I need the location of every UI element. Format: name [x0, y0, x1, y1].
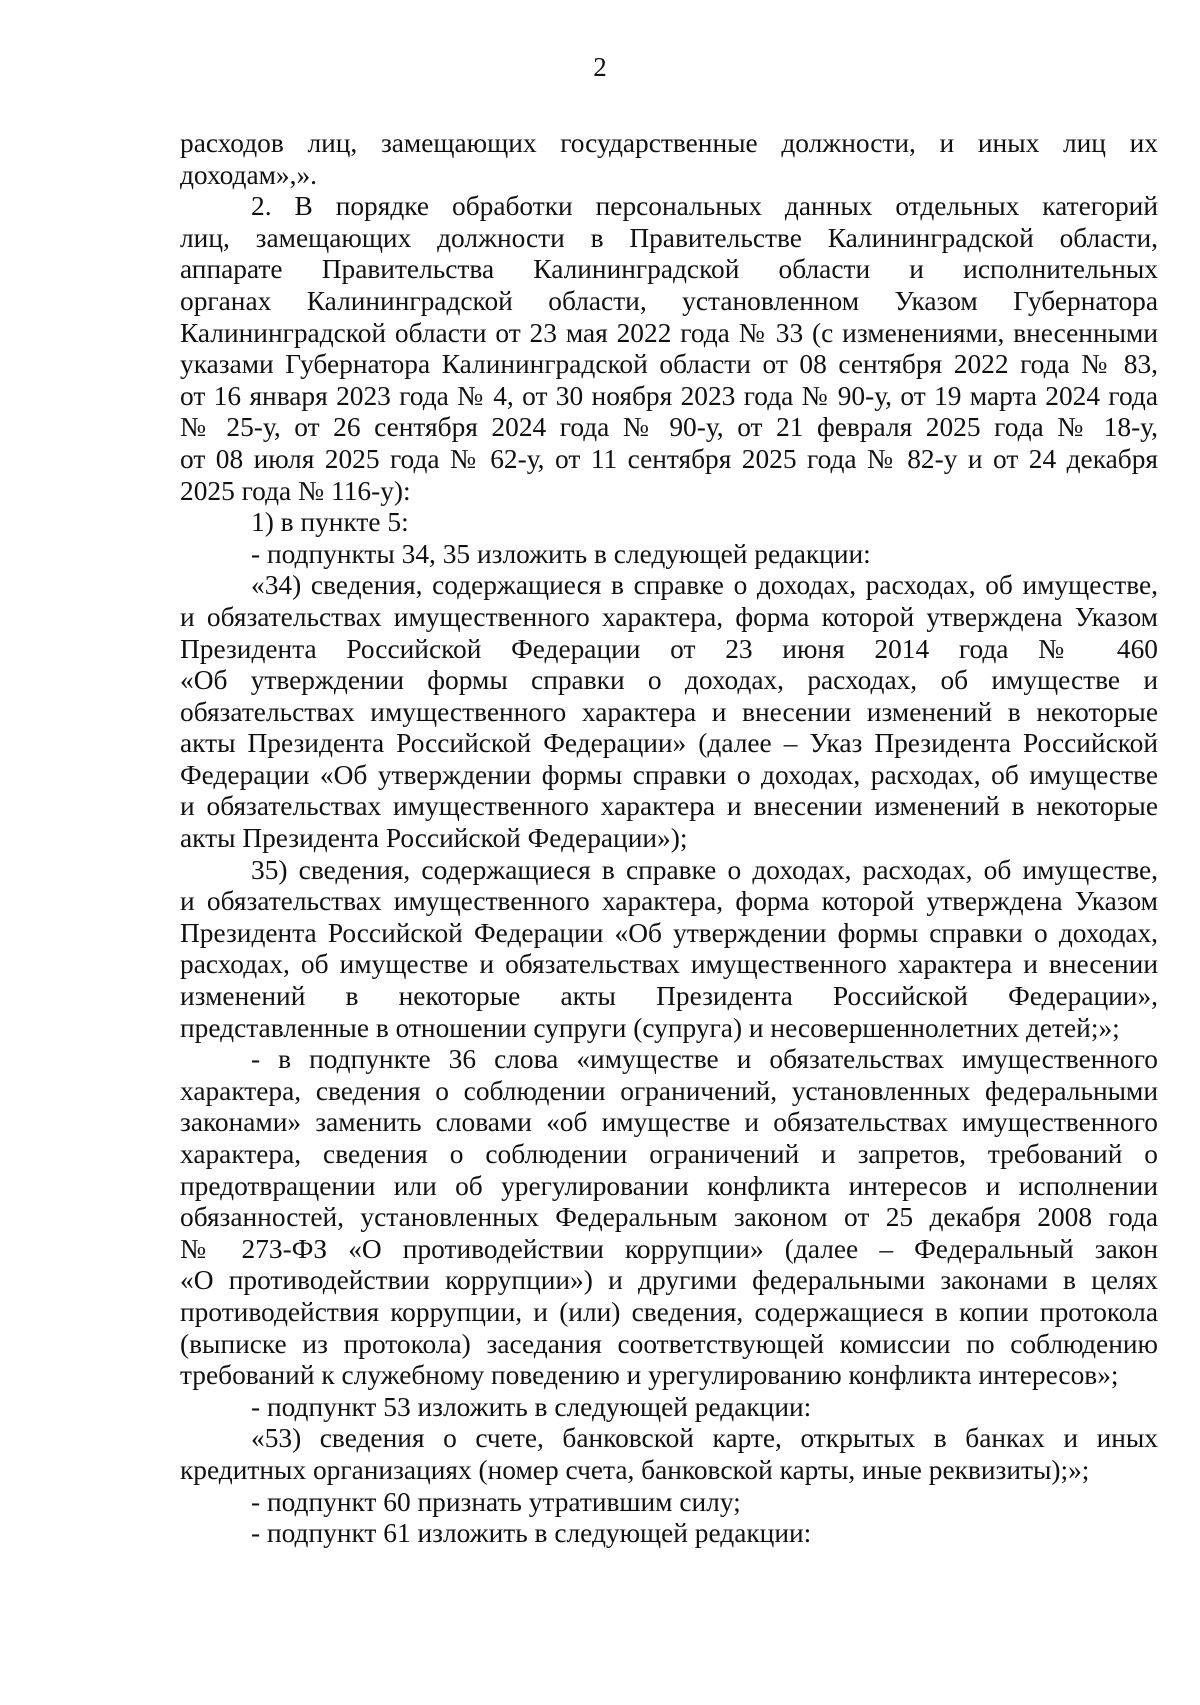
text-line: кредитных организациях (номер счета, банковской карты, иные реквизиты);»;	[180, 1454, 1090, 1485]
text-line: обязанностей, установленных Федеральным законом от 25 декабря 2008 года	[180, 1202, 1158, 1233]
text-line: изменений в некоторые акты Президента Российской Федерации»,	[180, 981, 1158, 1012]
text-line: Федерации «Об утверждении формы справки о доходах, расходах, об имуществе	[180, 759, 1158, 790]
text-line: - в подпункте 36 слова «имуществе и обязательствах имущественного	[251, 1044, 1158, 1075]
text-line: Калининградской области от 23 мая 2022 года № 33 (с изменениями, внесенными	[180, 317, 1158, 348]
text-line: № 25-у, от 26 сентября 2024 года № 90-у, от 21 февраля 2025 года № 18-у,	[180, 412, 1158, 443]
text-line: расходов лиц, замещающих государственные должности, и иных лиц их	[180, 128, 1158, 158]
text-line: от 08 июля 2025 года № 62-у, от 11 сентября 2025 года № 82-у и от 24 декабря	[180, 443, 1158, 474]
text-line: доходам»,».	[180, 159, 318, 190]
text-line: и обязательствах имущественного характера, форма которой утверждена Указом	[180, 601, 1158, 632]
text-line: «Об утверждении формы справки о доходах, расходах, об имуществе и	[180, 665, 1158, 696]
text-line: лиц, замещающих должности в Правительстве Калининградской области,	[180, 222, 1158, 253]
text-line: расходах, об имуществе и обязательствах имущественного характера и внесении	[180, 949, 1158, 980]
text-line: и обязательствах имущественного характера и внесении изменений в некоторые	[180, 791, 1158, 822]
text-line: Президента Российской Федерации «Об утверждении формы справки о доходах,	[180, 917, 1158, 948]
text-line: (выписке из протокола) заседания соответствующей комиссии по соблюдению	[180, 1328, 1158, 1359]
text-line: № 273-ФЗ «О противодействии коррупции» (далее – Федеральный закон	[180, 1233, 1158, 1264]
text-line: «53) сведения о счете, банковской карте, открытых в банках и иных	[251, 1423, 1158, 1454]
text-line: аппарате Правительства Калининградской области и исполнительных	[180, 254, 1158, 285]
page-number: 2	[593, 52, 607, 82]
text-line: - подпункт 61 изложить в следующей редакции:	[251, 1518, 812, 1549]
text-line: Президента Российской Федерации от 23 июня 2014 года № 460	[180, 633, 1158, 664]
text-line: противодействия коррупции, и (или) сведения, содержащиеся в копии протокола	[180, 1296, 1158, 1327]
text-line: законами» заменить словами «об имуществе и обязательствах имущественного	[180, 1107, 1158, 1138]
text-line: характера, сведения о соблюдении ограничений и запретов, требований о	[180, 1139, 1158, 1169]
text-line: 2. В порядке обработки персональных данных отдельных категорий	[251, 191, 1158, 222]
document-body	[180, 128, 1158, 1550]
text-line: акты Президента Российской Федерации»);	[180, 823, 688, 854]
text-line: 2025 года № 116-у):	[180, 475, 411, 506]
text-line: - подпункт 53 изложить в следующей редакции:	[251, 1391, 812, 1422]
text-line: от 16 января 2023 года № 4, от 30 ноября 2023 года № 90-у, от 19 марта 2024 года	[180, 380, 1158, 411]
text-line: предотвращении или об урегулировании конфликта интересов и исполнении	[180, 1170, 1158, 1201]
text-line: акты Президента Российской Федерации» (далее – Указ Президента Российской	[180, 728, 1158, 759]
text-line: указами Губернатора Калининградской области от 08 сентября 2022 года № 83,	[180, 349, 1158, 380]
text-line: органах Калининградской области, установленном Указом Губернатора	[180, 285, 1158, 316]
text-line: 1) в пункте 5:	[251, 507, 409, 538]
text-line: «О противодействии коррупции») и другими федеральными законами в целях	[180, 1265, 1158, 1296]
text-line: «34) сведения, содержащиеся в справке о доходах, расходах, об имуществе,	[251, 570, 1158, 601]
text-line: 35) сведения, содержащиеся в справке о доходах, расходах, об имуществе,	[251, 854, 1158, 885]
text-line: - подпункт 60 признать утратившим силу;	[251, 1486, 741, 1517]
text-line: характера, сведения о соблюдении ограничений, установленных федеральными	[180, 1075, 1158, 1106]
text-line: обязательствах имущественного характера и внесении изменений в некоторые	[180, 696, 1158, 727]
text-line: представленные в отношении супруги (супруга) и несовершеннолетних детей;»;	[180, 1012, 1120, 1043]
text-line: требований к служебному поведению и урегулированию конфликта интересов»;	[180, 1360, 1119, 1391]
text-line: и обязательствах имущественного характера, форма которой утверждена Указом	[180, 886, 1158, 917]
text-line: - подпункты 34, 35 изложить в следующей редакции:	[251, 538, 871, 569]
